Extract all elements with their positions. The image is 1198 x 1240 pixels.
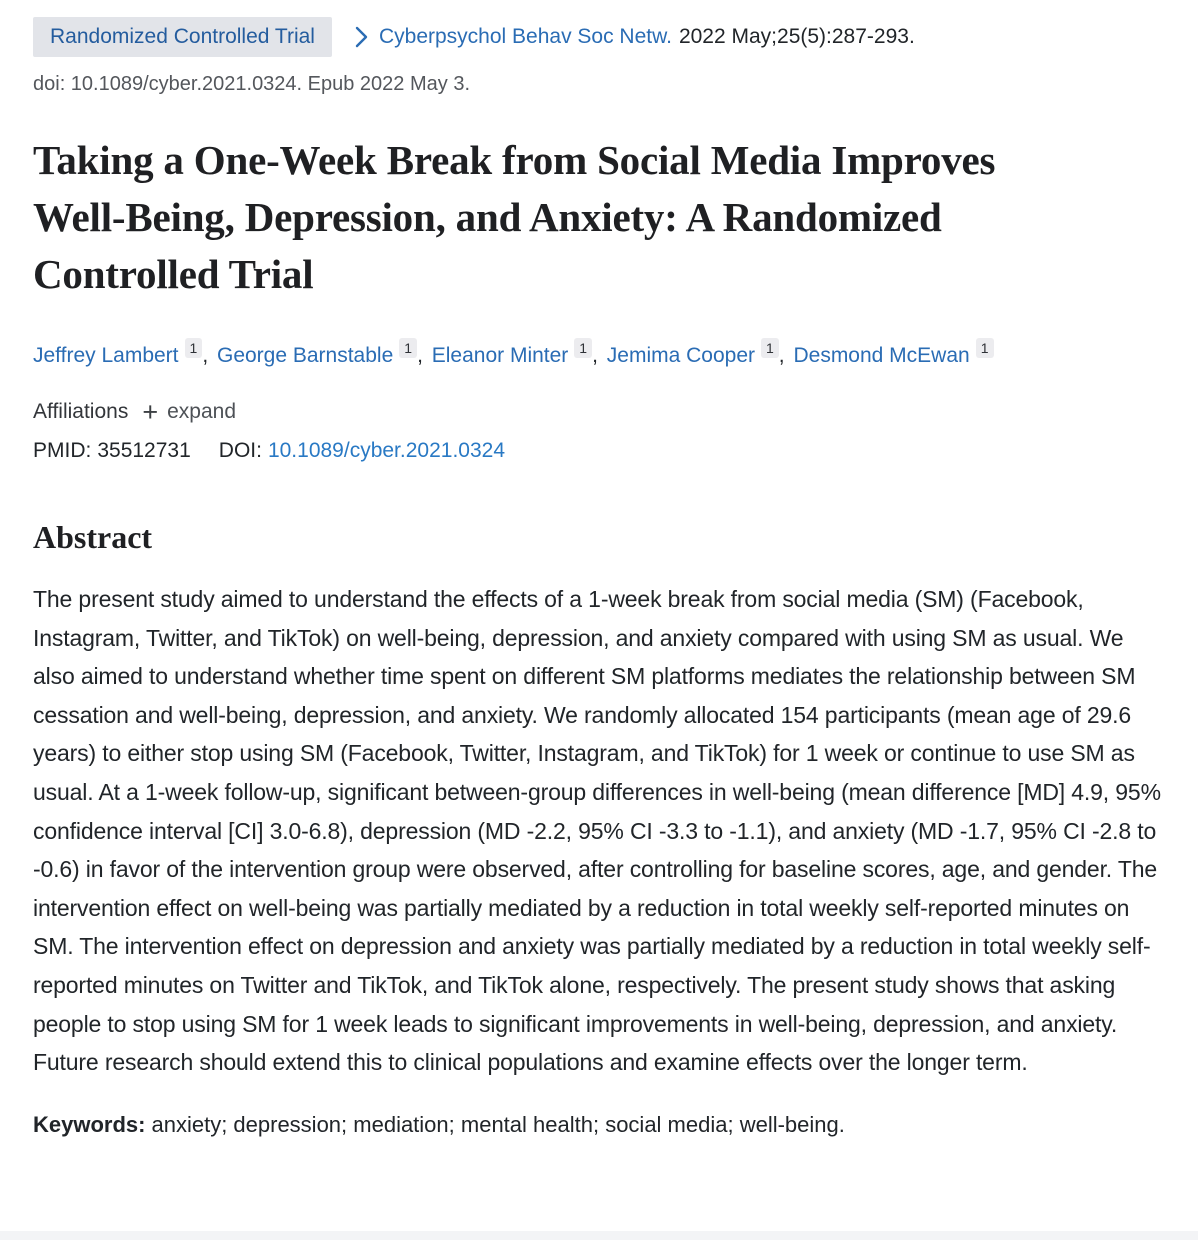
- author: [33, 340, 217, 367]
- author: [606, 340, 794, 367]
- author-link[interactable]: Desmond McEwan: [793, 344, 970, 367]
- identifiers-row: [33, 439, 1168, 463]
- citation-header: [33, 17, 1168, 57]
- author-separator: ,: [592, 344, 604, 367]
- author-link[interactable]: George Barnstable: [216, 344, 394, 367]
- author-link[interactable]: Eleanor Minter: [431, 344, 569, 367]
- author-affiliation-sup[interactable]: 1: [761, 338, 779, 358]
- keywords-row: [33, 1112, 1168, 1138]
- author-link[interactable]: Jemima Cooper: [606, 344, 755, 367]
- abstract-heading: Abstract: [33, 519, 153, 555]
- affiliations-row: [33, 397, 1168, 427]
- authors-list: [33, 339, 1168, 373]
- author-affiliation-sup[interactable]: 1: [976, 338, 994, 358]
- affiliations-expand-button[interactable]: [142, 397, 237, 427]
- author-separator: ,: [417, 344, 429, 367]
- author-separator: ,: [202, 344, 214, 367]
- citation-text: 2022 May;25(5):287-293.: [678, 25, 915, 48]
- author-separator: ,: [778, 344, 791, 367]
- doi-label: DOI:: [218, 439, 262, 462]
- author-affiliation-sup[interactable]: 1: [185, 338, 203, 358]
- article-title: Taking a One-Week Break from Social Media Improves Well-Being, Depression, and Anxiety: A Randomized Controlled Trial: [33, 137, 996, 297]
- expand-label: expand: [167, 400, 237, 423]
- keywords-value: anxiety; depression; mediation; mental health; social media; well-being.: [151, 1111, 845, 1137]
- author-affiliation-sup[interactable]: 1: [574, 338, 592, 358]
- plus-icon: +: [142, 397, 159, 427]
- doi-epub-line: doi: 10.1089/cyber.2021.0324. Epub 2022 May 3.: [33, 73, 471, 95]
- chevron-right-icon: [355, 26, 368, 48]
- keywords-label: Keywords:: [33, 1111, 146, 1137]
- affiliations-label: Affiliations: [33, 400, 129, 423]
- author-affiliation-sup[interactable]: 1: [399, 338, 417, 358]
- journal-link[interactable]: Cyberpsychol Behav Soc Netw.: [378, 25, 672, 48]
- doi-link[interactable]: 10.1089/cyber.2021.0324: [267, 439, 505, 462]
- author-link[interactable]: Jeffrey Lambert: [33, 344, 179, 367]
- publication-type-badge: Randomized Controlled Trial: [33, 17, 332, 57]
- abstract-body: The present study aimed to understand the effects of a 1-week break from social media (SM) (Facebook, Instagram, Twitter, and TikTok) on well-being, depression, and anxiety compared with using SM as usual. We also aimed to understand whether time spent on different SM platforms mediates the relationship between SM cessation and well-being, depression, and anxiety. We randomly allocated 154 participants (mean age of 29.6 years) to either stop using SM (Facebook, Twitter, Instagram, and TikTok) for 1 week or continue to use SM as usual. At a 1-week follow-up, significant between-group differences in well-being (mean difference [MD] 4.9, 95% confidence interval [CI] 3.0-6.8), depression (MD -2.2, 95% CI -3.3 to -1.1), and anxiety (MD -1.7, 95% CI -2.8 to -0.6) in favor of the intervention group were observed, after controlling for baseline scores, age, and gender. The intervention effect on well-being was partially mediated by a reduction in total weekly self-reported minutes on SM. The intervention effect on depression and anxiety was partially mediated by a reduction in total weekly self-reported minutes on Twitter and TikTok, and TikTok alone, respectively. The present study shows that asking people to stop using SM for 1 week leads to significant improvements in well-being, depression, and anxiety. Future research should extend this to clinical populations and examine effects over the longer term.: [33, 586, 1161, 1076]
- author: [431, 340, 607, 367]
- pmid-label: PMID:: [33, 439, 92, 462]
- author: [793, 340, 996, 367]
- pmid-value: 35512731: [97, 439, 191, 462]
- next-section-edge: [0, 1231, 1198, 1240]
- author: [216, 340, 432, 367]
